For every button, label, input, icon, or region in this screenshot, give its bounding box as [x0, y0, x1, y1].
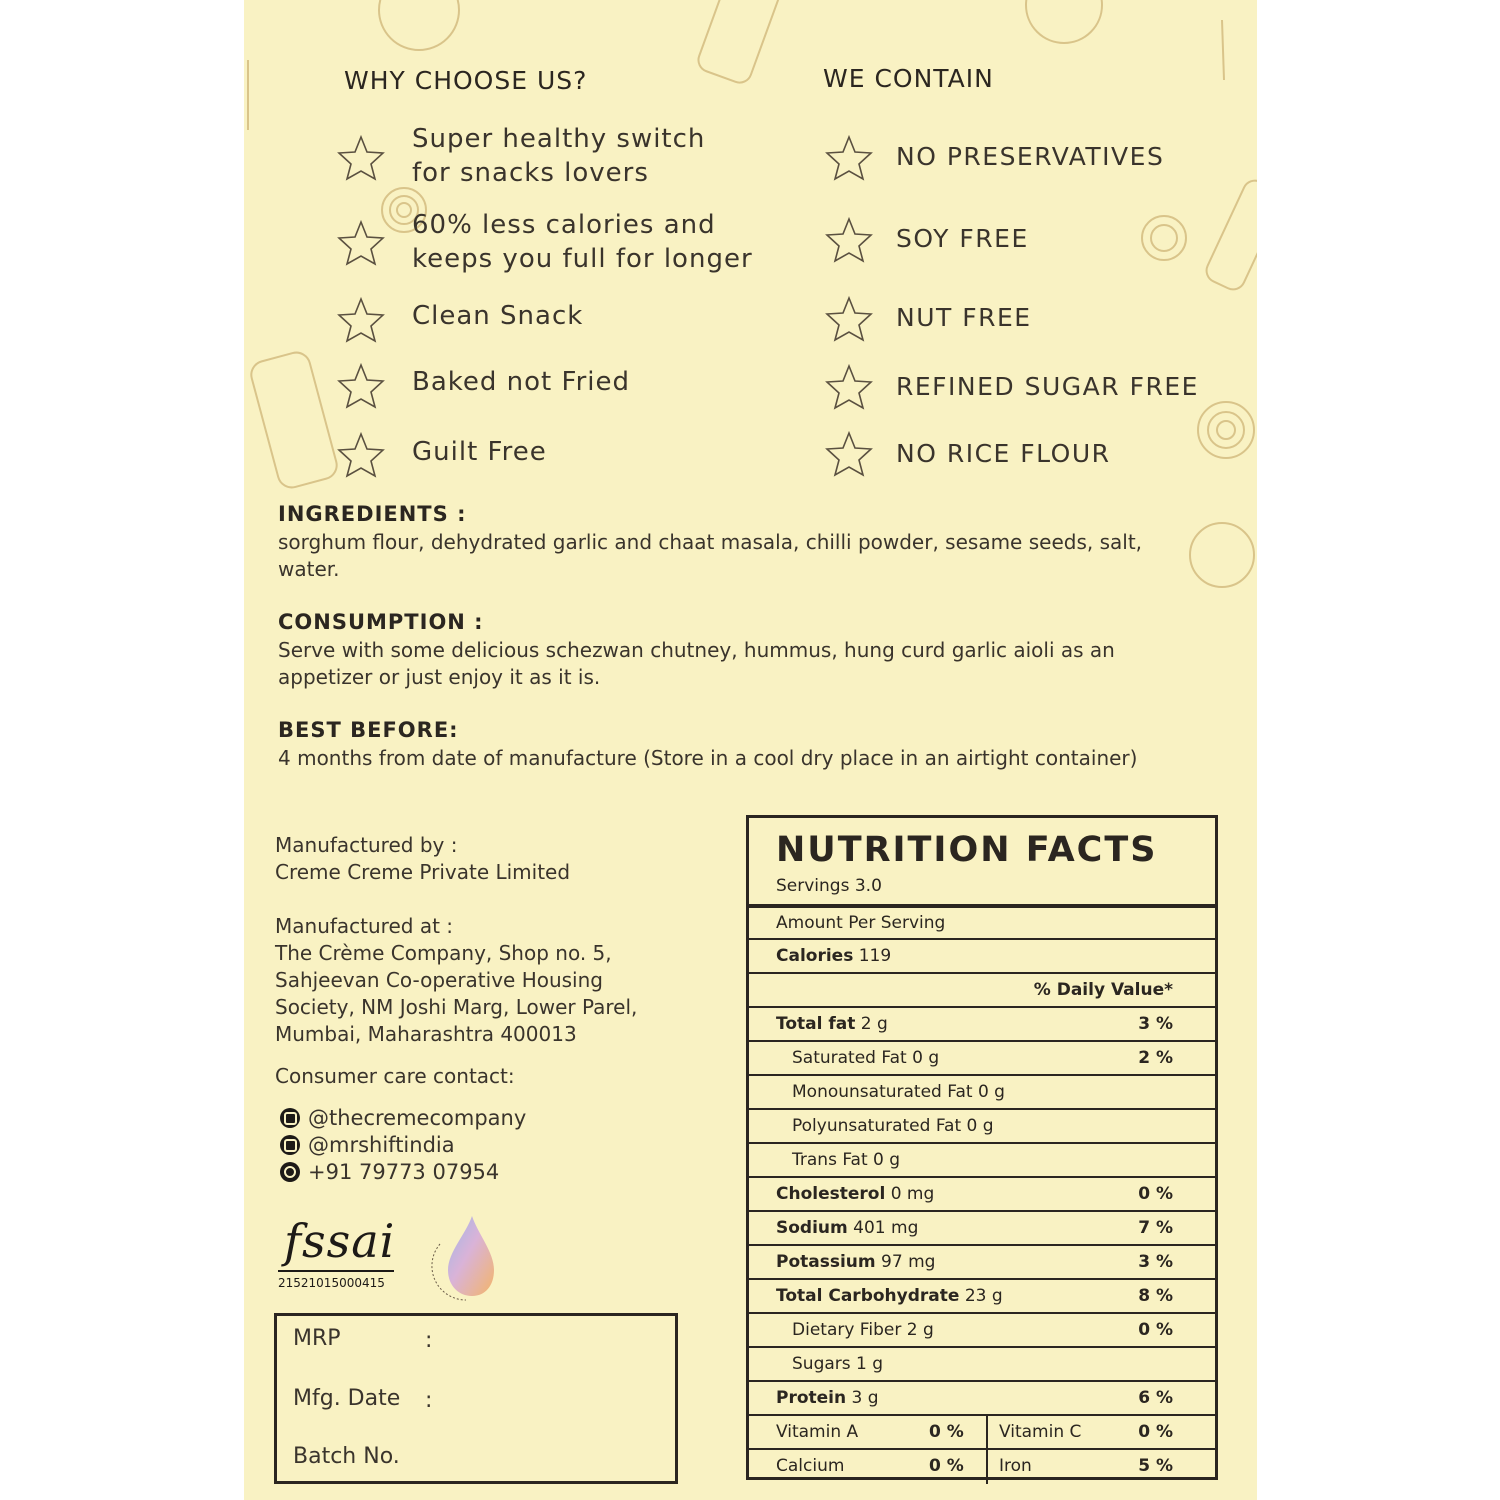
nutrient-label: Monounsaturated Fat: [792, 1082, 973, 1102]
amount-per-serving-label: Amount Per Serving: [776, 913, 946, 933]
iron-dv: 5 %: [1138, 1456, 1173, 1476]
fssai-license-number: 21521015000415: [278, 1276, 385, 1290]
nutrient-label: Sodium: [776, 1218, 848, 1238]
nutrient-amount: 0 g: [966, 1116, 994, 1136]
column-divider: [986, 1416, 988, 1450]
nutrient-amount: 2 g: [860, 1014, 888, 1034]
mfg-date-colon: :: [425, 1388, 433, 1413]
manufacturer-by: [275, 832, 570, 886]
nutrient-daily-value: 8 %: [1138, 1286, 1173, 1306]
mrp-label: MRP: [293, 1326, 341, 1351]
vitamin-row: [749, 1414, 1215, 1448]
contain-item-refined-sugar-free: REFINED SUGAR FREE: [896, 372, 1199, 401]
star-icon: [336, 218, 386, 268]
nutrient-name: [776, 1218, 918, 1238]
vitamin-c-dv: 0 %: [1138, 1422, 1173, 1442]
ingredients-line1: sorghum flour, dehydrated garlic and chaat masala, chilli powder, sesame seeds, salt,: [278, 530, 1143, 554]
nutrient-amount: 97 mg: [881, 1252, 936, 1272]
manufactured-by-label: Manufactured by :: [275, 833, 458, 857]
nutrient-amount: 401 mg: [853, 1218, 919, 1238]
why-item-1-line1: Super healthy switch: [412, 124, 706, 154]
nutrient-label: Sugars: [792, 1354, 851, 1374]
vitamin-a-dv: 0 %: [929, 1422, 964, 1442]
vitamin-a-label: Vitamin A: [776, 1422, 859, 1442]
why-item-2: [412, 208, 753, 276]
best-before-text: 4 months from date of manufacture (Store in a cool dry place in an airtight container): [278, 746, 1138, 770]
iron-label: Iron: [999, 1456, 1032, 1476]
daily-value-header-row: [749, 972, 1215, 1006]
nutrient-label: Protein: [776, 1388, 847, 1408]
nutrient-amount: 3 g: [851, 1388, 879, 1408]
manufacturer-at: [275, 913, 637, 1048]
nutrient-row: [749, 1312, 1215, 1346]
ingredients-line2: water.: [278, 557, 340, 581]
whatsapp-contact[interactable]: [280, 1160, 499, 1184]
nutrient-name: [776, 1252, 935, 1272]
nutrient-name: [776, 1388, 879, 1408]
nutrient-amount: 0 mg: [890, 1184, 935, 1204]
why-item-1-line2: for snacks lovers: [412, 158, 649, 188]
instagram-handle-2: @mrshiftindia: [308, 1133, 455, 1157]
consumption-line2: appetizer or just enjoy it as it is.: [278, 665, 601, 689]
mrp-colon: :: [425, 1328, 433, 1353]
nutrient-row: [749, 1074, 1215, 1108]
star-icon: [824, 362, 874, 412]
star-icon: [336, 430, 386, 480]
star-icon: [824, 215, 874, 265]
nutrition-facts-title: NUTRITION FACTS: [776, 830, 1158, 870]
nutrient-daily-value: 3 %: [1138, 1252, 1173, 1272]
instagram-icon: [280, 1108, 300, 1128]
vitamin-c-label: Vitamin C: [999, 1422, 1082, 1442]
nutrient-row: [749, 1244, 1215, 1278]
nutrient-label: Dietary Fiber: [792, 1320, 902, 1340]
contain-item-no-rice-flour: NO RICE FLOUR: [896, 439, 1111, 468]
manufacturer-name: Creme Creme Private Limited: [275, 860, 571, 884]
ingredients-label: INGREDIENTS :: [278, 502, 467, 526]
nutrient-daily-value: 0 %: [1138, 1184, 1173, 1204]
why-item-5: Guilt Free: [412, 437, 547, 467]
consumption-line1: Serve with some delicious schezwan chutney, hummus, hung curd garlic aioli as an: [278, 638, 1115, 662]
calories-row: [749, 938, 1215, 972]
nutrient-name: [792, 1150, 900, 1170]
nutrient-label: Polyunsaturated Fat: [792, 1116, 962, 1136]
brand-drop-logo: [426, 1212, 498, 1304]
nutrient-amount: 0 g: [977, 1082, 1005, 1102]
why-item-2-line2: keeps you full for longer: [412, 244, 753, 274]
address-line-3: Society, NM Joshi Marg, Lower Parel,: [275, 995, 638, 1019]
nutrient-name: [792, 1116, 994, 1136]
nutrient-daily-value: 0 %: [1138, 1320, 1173, 1340]
nutrient-name: [776, 1184, 934, 1204]
mrp-box: [274, 1313, 678, 1484]
manufactured-at-label: Manufactured at :: [275, 914, 454, 938]
why-item-1: [412, 122, 705, 190]
whatsapp-number: +91 79773 07954: [308, 1160, 500, 1184]
nutrient-amount: 23 g: [964, 1286, 1003, 1306]
best-before-label: BEST BEFORE:: [278, 718, 459, 742]
nutrient-row: [749, 1380, 1215, 1414]
fssai-logo-text: fssai: [284, 1214, 396, 1268]
whatsapp-icon: [280, 1162, 300, 1182]
calories-label: Calories: [776, 946, 854, 966]
nutrient-amount: 0 g: [912, 1048, 940, 1068]
calcium-label: Calcium: [776, 1456, 845, 1476]
nutrient-label: Potassium: [776, 1252, 876, 1272]
nutrient-daily-value: 2 %: [1138, 1048, 1173, 1068]
nutrient-name: [792, 1320, 934, 1340]
nutrient-daily-value: 3 %: [1138, 1014, 1173, 1034]
address-line-2: Sahjeevan Co-operative Housing: [275, 968, 603, 992]
star-icon: [824, 294, 874, 344]
nutrient-row: [749, 1176, 1215, 1210]
ingredients-text: [278, 529, 1218, 583]
nutrient-label: Cholesterol: [776, 1184, 886, 1204]
nutrient-name: [792, 1048, 939, 1068]
nutrient-label: Total fat: [776, 1014, 856, 1034]
instagram-contact-1[interactable]: [280, 1106, 526, 1130]
nutrient-name: [792, 1354, 883, 1374]
contain-item-nut-free: NUT FREE: [896, 303, 1032, 332]
fssai-underline: [278, 1270, 394, 1272]
amount-per-serving-row: [749, 904, 1215, 938]
nutrient-daily-value: 6 %: [1138, 1388, 1173, 1408]
star-icon: [336, 295, 386, 345]
nutrient-daily-value: 7 %: [1138, 1218, 1173, 1238]
contain-item-no-preservatives: NO PRESERVATIVES: [896, 142, 1165, 171]
nutrient-label: Trans Fat: [792, 1150, 868, 1170]
why-item-4: Baked not Fried: [412, 367, 630, 397]
batch-no-label: Batch No.: [293, 1444, 400, 1469]
label-panel: [244, 0, 1257, 1500]
nutrient-row: [749, 1278, 1215, 1312]
instagram-contact-2[interactable]: [280, 1133, 455, 1157]
nutrient-amount: 2 g: [906, 1320, 934, 1340]
nutrient-row: [749, 1108, 1215, 1142]
mineral-row: [749, 1448, 1215, 1482]
instagram-icon: [280, 1135, 300, 1155]
star-icon: [824, 133, 874, 183]
nutrition-facts-table: [746, 815, 1218, 1480]
star-icon: [336, 133, 386, 183]
why-item-2-line1: 60% less calories and: [412, 210, 716, 240]
nutrient-name: [776, 1286, 1003, 1306]
star-icon: [336, 361, 386, 411]
consumer-care-label: Consumer care contact:: [275, 1064, 515, 1088]
calories-value: 119: [858, 946, 892, 966]
consumption-label: CONSUMPTION :: [278, 610, 484, 634]
column-divider: [986, 1450, 988, 1484]
nutrient-row: [749, 1006, 1215, 1040]
fssai-logo: [278, 1212, 398, 1298]
nutrient-row: [749, 1346, 1215, 1380]
nutrient-label: Total Carbohydrate: [776, 1286, 960, 1306]
we-contain-heading: WE CONTAIN: [823, 64, 994, 93]
instagram-handle-1: @thecremecompany: [308, 1106, 527, 1130]
calcium-dv: 0 %: [929, 1456, 964, 1476]
contain-item-soy-free: SOY FREE: [896, 224, 1029, 253]
nutrient-name: [776, 1014, 888, 1034]
nutrient-row: [749, 1210, 1215, 1244]
nutrient-name: [792, 1082, 1005, 1102]
star-icon: [824, 429, 874, 479]
calories: [776, 946, 891, 966]
nutrient-amount: 1 g: [856, 1354, 884, 1374]
nutrient-row: [749, 1142, 1215, 1176]
servings: Servings 3.0: [776, 876, 882, 896]
nutrient-label: Saturated Fat: [792, 1048, 907, 1068]
address-line-4: Mumbai, Maharashtra 400013: [275, 1022, 577, 1046]
daily-value-header: % Daily Value*: [1033, 980, 1173, 1000]
nutrient-amount: 0 g: [873, 1150, 901, 1170]
mfg-date-label: Mfg. Date: [293, 1386, 401, 1411]
address-line-1: The Crème Company, Shop no. 5,: [275, 941, 612, 965]
why-item-3: Clean Snack: [412, 301, 584, 331]
consumption-text: [278, 637, 1218, 691]
why-choose-us-heading: WHY CHOOSE US?: [344, 66, 588, 95]
nutrient-row: [749, 1040, 1215, 1074]
